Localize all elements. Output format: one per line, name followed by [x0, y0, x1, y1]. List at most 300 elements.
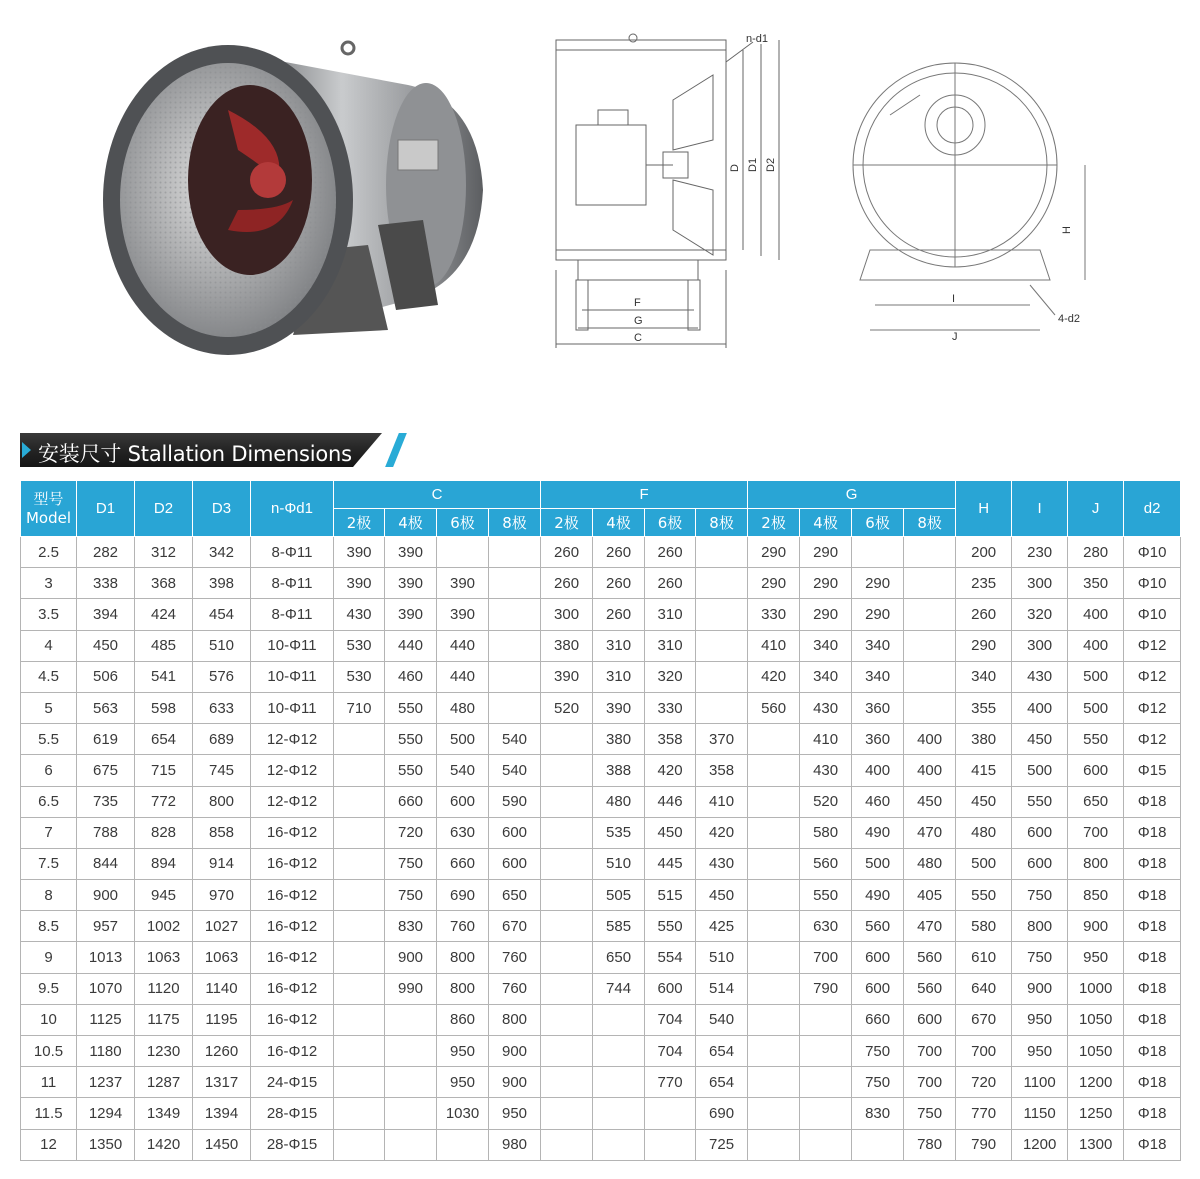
label-D2: D2	[765, 157, 777, 172]
table-cell: 1175	[135, 1004, 193, 1035]
header-G-2pole: 2极	[748, 509, 800, 537]
table-cell: 850	[1068, 880, 1124, 911]
table-cell: 425	[696, 911, 748, 942]
table-cell: 710	[334, 692, 385, 723]
table-cell	[748, 1004, 800, 1035]
table-cell: 800	[437, 973, 489, 1004]
table-cell: 750	[852, 1036, 904, 1067]
table-cell: 560	[800, 848, 852, 879]
table-cell	[593, 1036, 645, 1067]
table-cell: 1230	[135, 1036, 193, 1067]
header-G-8pole: 8极	[904, 509, 956, 537]
table-cell: 340	[956, 661, 1012, 692]
table-cell: 16-Φ12	[251, 1004, 334, 1035]
table-cell: 900	[385, 942, 437, 973]
table-cell: 600	[852, 973, 904, 1004]
table-cell: 500	[1068, 692, 1124, 723]
table-cell	[334, 1098, 385, 1129]
table-cell	[541, 1098, 593, 1129]
table-cell	[800, 1036, 852, 1067]
table-cell: 3.5	[21, 599, 77, 630]
table-cell: 1050	[1068, 1036, 1124, 1067]
table-cell: 535	[593, 817, 645, 848]
table-cell: 700	[800, 942, 852, 973]
table-cell: 10-Φ11	[251, 692, 334, 723]
header-G-4pole: 4极	[800, 509, 852, 537]
table-cell: 950	[1012, 1004, 1068, 1035]
table-cell	[489, 568, 541, 599]
table-cell: 16-Φ12	[251, 1036, 334, 1067]
table-cell: 1063	[135, 942, 193, 973]
table-cell: 24-Φ15	[251, 1067, 334, 1098]
table-cell: 830	[385, 911, 437, 942]
table-cell: 260	[541, 568, 593, 599]
table-cell	[385, 1067, 437, 1098]
table-cell: 1000	[1068, 973, 1124, 1004]
table-cell	[593, 1067, 645, 1098]
table-row	[21, 1036, 1181, 1067]
table-cell	[748, 973, 800, 1004]
label-n-d1: n-d1	[746, 33, 769, 45]
table-cell: 450	[696, 880, 748, 911]
table-cell: 744	[593, 973, 645, 1004]
table-cell	[334, 942, 385, 973]
table-cell: 390	[541, 661, 593, 692]
table-cell: 630	[800, 911, 852, 942]
table-cell	[334, 1004, 385, 1035]
table-cell: 700	[956, 1036, 1012, 1067]
table-cell: Φ18	[1124, 973, 1181, 1004]
section-title: 安装尺寸 Stallation Dimensions	[38, 442, 352, 466]
table-cell: Φ12	[1124, 724, 1181, 755]
table-cell: 8	[21, 880, 77, 911]
table-cell: 1180	[77, 1036, 135, 1067]
table-cell: 290	[852, 568, 904, 599]
table-cell: 6	[21, 755, 77, 786]
table-cell: 790	[800, 973, 852, 1004]
table-cell: 16-Φ12	[251, 942, 334, 973]
table-cell: 690	[437, 880, 489, 911]
table-cell: 600	[489, 817, 541, 848]
table-cell: 230	[1012, 537, 1068, 568]
table-cell: 480	[956, 817, 1012, 848]
table-cell: 11	[21, 1067, 77, 1098]
header-F-4pole: 4极	[593, 509, 645, 537]
table-cell: Φ18	[1124, 817, 1181, 848]
label-J: J	[952, 331, 958, 343]
table-cell: 430	[800, 692, 852, 723]
table-cell: 3	[21, 568, 77, 599]
table-cell: 16-Φ12	[251, 817, 334, 848]
table-cell: 390	[385, 537, 437, 568]
table-cell: 16-Φ12	[251, 880, 334, 911]
table-cell: 1150	[1012, 1098, 1068, 1129]
table-cell	[541, 1036, 593, 1067]
table-cell: 8-Φ11	[251, 537, 334, 568]
header-C-2pole: 2极	[334, 509, 385, 537]
table-cell	[385, 1098, 437, 1129]
table-cell	[904, 630, 956, 661]
table-cell: 16-Φ12	[251, 973, 334, 1004]
table-cell: 340	[800, 661, 852, 692]
table-row	[21, 817, 1181, 848]
table-row	[21, 1129, 1181, 1160]
table-cell: 400	[1068, 599, 1124, 630]
table-cell	[696, 692, 748, 723]
table-cell: 510	[593, 848, 645, 879]
table-cell: 400	[1068, 630, 1124, 661]
table-cell: 633	[193, 692, 251, 723]
table-cell: 1120	[135, 973, 193, 1004]
table-cell: 260	[593, 568, 645, 599]
table-cell	[800, 1098, 852, 1129]
table-cell: Φ18	[1124, 786, 1181, 817]
table-cell: 1287	[135, 1067, 193, 1098]
product-photo	[78, 30, 508, 375]
table-cell	[593, 1098, 645, 1129]
table-cell: 780	[904, 1129, 956, 1160]
table-cell: 800	[1012, 911, 1068, 942]
table-cell: 700	[904, 1067, 956, 1098]
table-cell: 360	[852, 692, 904, 723]
table-cell: 1317	[193, 1067, 251, 1098]
label-H: H	[1061, 226, 1073, 234]
table-cell: 460	[852, 786, 904, 817]
table-cell: 550	[956, 880, 1012, 911]
table-cell: 320	[645, 661, 696, 692]
table-cell: 619	[77, 724, 135, 755]
header-D1: D1	[77, 481, 135, 537]
table-cell	[696, 599, 748, 630]
table-cell: 830	[852, 1098, 904, 1129]
table-cell: 9	[21, 942, 77, 973]
table-cell: 290	[800, 599, 852, 630]
table-cell: 650	[593, 942, 645, 973]
table-cell: 580	[956, 911, 1012, 942]
table-cell: 12-Φ12	[251, 724, 334, 755]
table-cell: 7	[21, 817, 77, 848]
table-cell	[593, 1129, 645, 1160]
table-cell: 290	[800, 537, 852, 568]
table-cell: 390	[385, 568, 437, 599]
table-cell: 310	[593, 661, 645, 692]
table-cell: 390	[334, 568, 385, 599]
table-cell: 330	[748, 599, 800, 630]
table-row	[21, 848, 1181, 879]
table-cell: 506	[77, 661, 135, 692]
header-F-6pole: 6极	[645, 509, 696, 537]
table-cell: Φ18	[1124, 1098, 1181, 1129]
table-cell: 368	[135, 568, 193, 599]
table-cell: 600	[645, 973, 696, 1004]
table-cell	[541, 942, 593, 973]
table-cell: 6.5	[21, 786, 77, 817]
table-cell: 28-Φ15	[251, 1129, 334, 1160]
table-cell: 380	[541, 630, 593, 661]
table-cell: 290	[852, 599, 904, 630]
table-cell: 520	[541, 692, 593, 723]
table-cell	[748, 755, 800, 786]
table-cell	[748, 1067, 800, 1098]
table-cell: 600	[904, 1004, 956, 1035]
table-cell: 4.5	[21, 661, 77, 692]
table-cell: 320	[1012, 599, 1068, 630]
table-cell: 550	[385, 724, 437, 755]
table-cell: 2.5	[21, 537, 77, 568]
table-cell: 844	[77, 848, 135, 879]
table-cell: 654	[696, 1067, 748, 1098]
table-row	[21, 568, 1181, 599]
table-cell: 420	[748, 661, 800, 692]
table-cell: 394	[77, 599, 135, 630]
table-cell: 450	[645, 817, 696, 848]
table-row	[21, 599, 1181, 630]
table-cell: 858	[193, 817, 251, 848]
table-cell	[334, 848, 385, 879]
table-cell: 260	[541, 537, 593, 568]
table-cell: 500	[1012, 755, 1068, 786]
table-cell: 600	[1012, 848, 1068, 879]
table-cell: 900	[489, 1036, 541, 1067]
table-cell: 1294	[77, 1098, 135, 1129]
table-cell	[904, 599, 956, 630]
table-cell: 310	[645, 599, 696, 630]
table-cell: 510	[696, 942, 748, 973]
table-cell: 689	[193, 724, 251, 755]
table-cell: 430	[1012, 661, 1068, 692]
table-cell: 330	[645, 692, 696, 723]
table-cell: Φ18	[1124, 1004, 1181, 1035]
table-cell: 560	[904, 973, 956, 1004]
table-cell: 420	[696, 817, 748, 848]
table-cell: 450	[77, 630, 135, 661]
header-n-d1: n-Φd1	[251, 481, 334, 537]
table-cell: 5.5	[21, 724, 77, 755]
table-cell: 788	[77, 817, 135, 848]
table-cell	[541, 1004, 593, 1035]
table-cell: 340	[852, 630, 904, 661]
table-cell: 700	[904, 1036, 956, 1067]
table-cell: 790	[956, 1129, 1012, 1160]
table-cell: 530	[334, 661, 385, 692]
table-cell: 828	[135, 817, 193, 848]
table-cell: Φ10	[1124, 599, 1181, 630]
table-cell: 1070	[77, 973, 135, 1004]
header-I: I	[1012, 481, 1068, 537]
table-cell	[541, 1129, 593, 1160]
header-model-en: Model	[25, 508, 72, 527]
table-row	[21, 537, 1181, 568]
table-row	[21, 911, 1181, 942]
table-cell	[541, 755, 593, 786]
table-row	[21, 880, 1181, 911]
table-cell: 750	[852, 1067, 904, 1098]
table-cell: 675	[77, 755, 135, 786]
table-cell: 10-Φ11	[251, 661, 334, 692]
heading-arrow-icon	[22, 442, 31, 458]
table-cell: 282	[77, 537, 135, 568]
table-cell: 770	[645, 1067, 696, 1098]
table-cell: 10	[21, 1004, 77, 1035]
table-cell: 800	[193, 786, 251, 817]
table-cell: 550	[385, 692, 437, 723]
table-cell: 290	[748, 537, 800, 568]
table-cell: 1027	[193, 911, 251, 942]
table-cell: 540	[489, 724, 541, 755]
table-cell: 704	[645, 1036, 696, 1067]
table-cell	[748, 1129, 800, 1160]
table-cell: 1002	[135, 911, 193, 942]
table-cell	[645, 1098, 696, 1129]
table-cell: 16-Φ12	[251, 848, 334, 879]
table-cell: 1125	[77, 1004, 135, 1035]
table-cell	[748, 848, 800, 879]
table-cell: 660	[385, 786, 437, 817]
table-cell	[334, 1067, 385, 1098]
table-cell: 704	[645, 1004, 696, 1035]
table-cell: Φ12	[1124, 661, 1181, 692]
table-cell: 750	[1012, 942, 1068, 973]
table-cell	[748, 786, 800, 817]
table-cell: 470	[904, 817, 956, 848]
table-cell: 490	[852, 817, 904, 848]
table-cell: 598	[135, 692, 193, 723]
table-cell: 1350	[77, 1129, 135, 1160]
table-cell	[645, 1129, 696, 1160]
table-cell: 370	[696, 724, 748, 755]
table-cell	[904, 568, 956, 599]
table-cell: 1394	[193, 1098, 251, 1129]
table-cell: 1200	[1012, 1129, 1068, 1160]
header-model	[21, 481, 77, 537]
table-cell	[385, 1004, 437, 1035]
table-cell: 358	[696, 755, 748, 786]
table-cell: 9.5	[21, 973, 77, 1004]
table-cell: 670	[956, 1004, 1012, 1035]
table-cell: 10.5	[21, 1036, 77, 1067]
table-row	[21, 724, 1181, 755]
table-cell: 450	[956, 786, 1012, 817]
table-cell: 342	[193, 537, 251, 568]
table-cell: Φ15	[1124, 755, 1181, 786]
table-cell: 398	[193, 568, 251, 599]
table-cell	[334, 817, 385, 848]
table-row	[21, 1098, 1181, 1129]
table-cell: 515	[645, 880, 696, 911]
table-cell: 760	[489, 942, 541, 973]
table-cell: 420	[645, 755, 696, 786]
table-cell: 520	[800, 786, 852, 817]
table-cell: 650	[489, 880, 541, 911]
table-cell: 550	[1012, 786, 1068, 817]
table-cell: 660	[437, 848, 489, 879]
table-cell: Φ18	[1124, 848, 1181, 879]
table-cell: 945	[135, 880, 193, 911]
table-cell: 1013	[77, 942, 135, 973]
table-cell: 760	[437, 911, 489, 942]
table-cell: Φ18	[1124, 1129, 1181, 1160]
table-cell: 660	[852, 1004, 904, 1035]
table-cell	[904, 661, 956, 692]
table-row	[21, 661, 1181, 692]
table-cell: Φ12	[1124, 692, 1181, 723]
table-cell: 380	[593, 724, 645, 755]
table-cell	[748, 817, 800, 848]
table-cell: 770	[956, 1098, 1012, 1129]
table-cell: 300	[541, 599, 593, 630]
table-cell: 900	[489, 1067, 541, 1098]
table-cell: 563	[77, 692, 135, 723]
header-F-8pole: 8极	[696, 509, 748, 537]
table-cell: 260	[645, 537, 696, 568]
table-cell: 750	[1012, 880, 1068, 911]
table-cell	[800, 1067, 852, 1098]
table-cell: 550	[800, 880, 852, 911]
table-cell: 260	[593, 537, 645, 568]
table-cell: 600	[489, 848, 541, 879]
header-G-6pole: 6极	[852, 509, 904, 537]
table-cell: 950	[437, 1036, 489, 1067]
table-cell: 990	[385, 973, 437, 1004]
table-cell: 480	[904, 848, 956, 879]
table-cell	[334, 1036, 385, 1067]
table-cell: 1200	[1068, 1067, 1124, 1098]
table-cell: 12-Φ12	[251, 755, 334, 786]
table-cell: 576	[193, 661, 251, 692]
table-cell: 400	[852, 755, 904, 786]
table-row	[21, 755, 1181, 786]
table-row	[21, 1067, 1181, 1098]
table-cell: 540	[437, 755, 489, 786]
table-cell: 980	[489, 1129, 541, 1160]
table-cell	[852, 1129, 904, 1160]
table-cell: 745	[193, 755, 251, 786]
table-cell: 260	[593, 599, 645, 630]
table-cell: 550	[645, 911, 696, 942]
table-cell: 650	[1068, 786, 1124, 817]
table-cell: 290	[748, 568, 800, 599]
table-cell: 446	[645, 786, 696, 817]
table-cell	[489, 630, 541, 661]
table-cell: 894	[135, 848, 193, 879]
table-cell: 500	[1068, 661, 1124, 692]
table-cell: 610	[956, 942, 1012, 973]
table-cell	[541, 911, 593, 942]
table-cell	[334, 911, 385, 942]
header-D2: D2	[135, 481, 193, 537]
table-cell: 358	[645, 724, 696, 755]
label-D1: D1	[747, 157, 759, 172]
table-cell	[541, 724, 593, 755]
table-cell: 410	[748, 630, 800, 661]
table-cell: 7.5	[21, 848, 77, 879]
table-cell: 540	[696, 1004, 748, 1035]
table-row	[21, 1004, 1181, 1035]
table-cell	[541, 817, 593, 848]
table-cell: 630	[437, 817, 489, 848]
table-cell: 1063	[193, 942, 251, 973]
table-cell	[748, 724, 800, 755]
table-cell: 580	[800, 817, 852, 848]
table-cell: 560	[748, 692, 800, 723]
table-cell: 750	[385, 880, 437, 911]
table-cell: 720	[956, 1067, 1012, 1098]
header-D3: D3	[193, 481, 251, 537]
table-cell	[696, 537, 748, 568]
table-cell: 440	[385, 630, 437, 661]
table-cell	[748, 942, 800, 973]
table-cell	[385, 1036, 437, 1067]
